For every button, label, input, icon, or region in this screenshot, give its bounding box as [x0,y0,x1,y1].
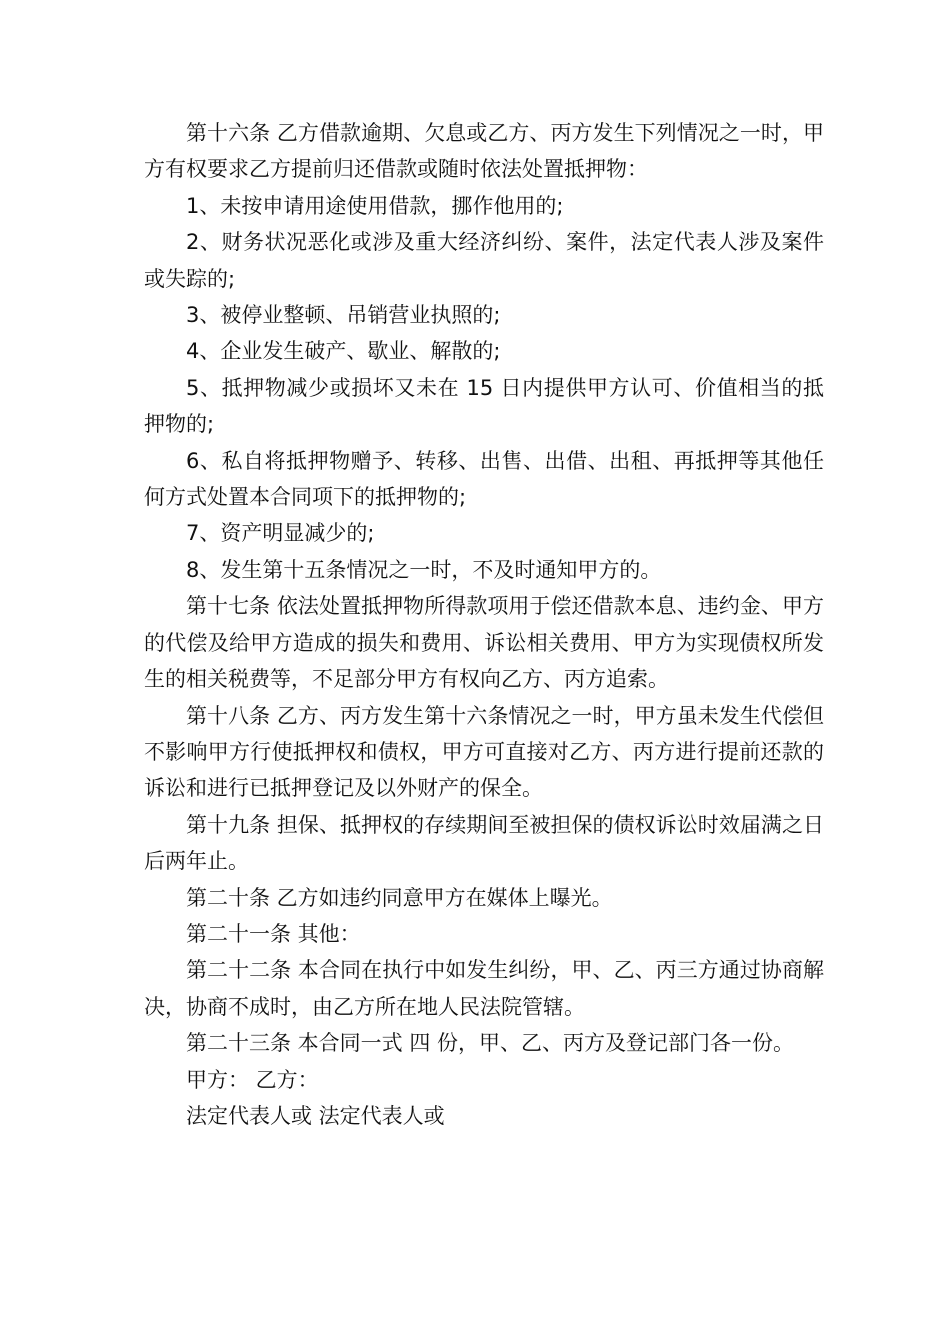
article-16-item-6: 6、私自将抵押物赠予、转移、出售、出借、出租、再抵押等其他任何方式处置本合同项下的抵押物的; [144,448,824,510]
article-16-item-3: 3、被停业整顿、吊销营业执照的; [186,303,501,328]
article-19: 第十九条 担保、抵押权的存续期间至被担保的债权诉讼时效届满之日后两年止。 [144,812,824,874]
signature-representatives: 法定代表人或 法定代表人或 [186,1103,445,1128]
article-20: 第二十条 乙方如违约同意甲方在媒体上曝光。 [186,885,613,910]
article-18: 第十八条 乙方、丙方发生第十六条情况之一时，甲方虽未发生代偿但不影响甲方行使抵押权和债权，甲方可直接对乙方、丙方进行提前还款的诉讼和进行已抵押登记及以外财产的保全。 [144,703,824,801]
article-23: 第二十三条 本合同一式 四 份，甲、乙、丙方及登记部门各一份。 [186,1031,795,1056]
article-16-item-5: 5、抵押物减少或损坏又未在 15 日内提供甲方认可、价值相当的抵押物的; [144,375,824,437]
article-16-item-4: 4、企业发生破产、歇业、解散的; [186,339,501,364]
article-16-item-1: 1、未按申请用途使用借款，挪作他用的; [186,193,564,218]
article-16-item-8: 8、发生第十五条情况之一时，不及时通知甲方的。 [186,557,662,582]
signature-parties: 甲方： 乙方： [186,1067,319,1092]
article-21: 第二十一条 其他： [186,921,361,946]
article-22: 第二十二条 本合同在执行中如发生纠纷，甲、乙、丙三方通过协商解决，协商不成时，由乙方所在地人民法院管辖。 [144,958,824,1019]
article-16-item-2: 2、财务状况恶化或涉及重大经济纠纷、案件，法定代表人涉及案件或失踪的; [144,230,824,291]
article-17: 第十七条 依法处置抵押物所得款项用于偿还借款本息、违约金、甲方的代偿及给甲方造成的损失和费用、诉讼相关费用、甲方为实现债权所发生的相关税费等，不足部分甲方有权向乙方、丙方追索。 [144,594,824,692]
document-body [144,115,824,1134]
article-16: 第十六条 乙方借款逾期、欠息或乙方、丙方发生下列情况之一时，甲方有权要求乙方提前归还借款或随时依法处置抵押物： [144,121,824,182]
article-16-item-7: 7、资产明显减少的; [186,521,375,546]
